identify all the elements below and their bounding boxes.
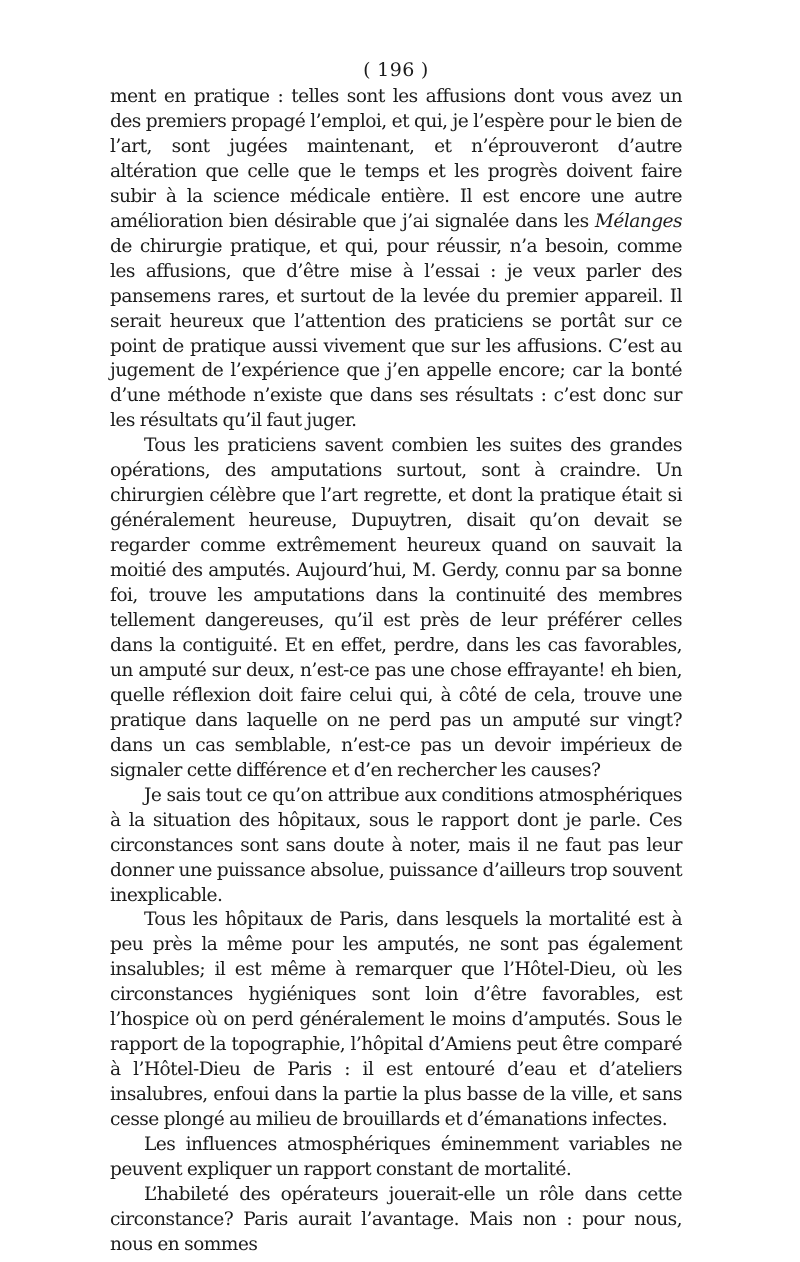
text-run: ment en pratique : telles sont les affusions dont vous avez un des premiers propagé l’emploi, et qui, je l’espère pour le bien de l’art, sont jugées maintenant, et n’éprouveront d’autre altération que celle que le temps et les progrès doivent faire subir à la science médicale entière. Il est encore une autre amélioration bien désirable que j’ai signalée dans les xyxy=(110,86,682,232)
paragraph-2 xyxy=(110,434,682,783)
paragraph-5 xyxy=(110,1133,682,1183)
book-page xyxy=(110,58,682,1258)
text-run: de chirurgie pratique, et qui, pour réussir, n’a besoin, comme les affusions, que d’être mise à l’essai : je veux parler des pansemens rares, et surtout de la levée du premier appareil. Il serait heureux que l’attention des praticiens se portât sur ce point de pratique aussi vivement que sur les affusions. C’est au jugement de l’expérience que j’en appelle encore; car la bonté d’une méthode n’existe que dans ses résultats : c’est donc sur les résultats qu’il faut juger. xyxy=(110,235,682,432)
italic-title-melanges: Mélanges xyxy=(594,210,682,232)
text-run: Tous les praticiens savent combien les suites des grandes opérations, des amputations surtout, sont à craindre. Un chirurgien célèbre que l’art regrette, et dont la pratique était si généralement heureuse, Dupuytren, disait qu’on devait se regarder comme extrêmement heureux quand on sauvait la moitié des amputés. Aujourd’hui, M. Gerdy, connu par sa bonne foi, trouve les amputations dans la continuité des membres tellement dangereuses, qu’il est près de leur préférer celles dans la contiguité. Et en effet, perdre, dans les cas favorables, un amputé sur deux, n’est-ce pas une chose effrayante! eh bien, quelle réflexion doit faire celui qui, à côté de cela, trouve une pratique dans laquelle on ne perd pas un amputé sur vingt? dans un cas semblable, n’est-ce pas un devoir impérieux de signaler cette différence et d’en rechercher les causes? xyxy=(110,435,682,781)
paragraph-3 xyxy=(110,784,682,909)
paragraph-4 xyxy=(110,908,682,1133)
text-run: Je sais tout ce qu’on attribue aux conditions atmosphériques à la situation des hôpitaux, sous le rapport dont je parle. Ces circonstances sont sans doute à noter, mais il ne faut pas leur donner une puissance absolue, puissance d’ailleurs trop souvent inexplicable. xyxy=(110,784,682,906)
paragraph-6 xyxy=(110,1183,682,1258)
text-run: Les influences atmosphériques éminemment variables ne peuvent expliquer un rapport constant de mortalité. xyxy=(110,1134,682,1180)
text-run: Tous les hôpitaux de Paris, dans lesquels la mortalité est à peu près la même pour les amputés, ne sont pas également insalubles; il est même à remarquer que l’Hôtel-Dieu, où les circonstances hygiéniques sont loin d’être favorables, est l’hospice où on perd généralement le moins d’amputés. Sous le rapport de la topographie, l’hôpital d’Amiens peut être comparé à l’Hôtel-Dieu de Paris : il est entouré d’eau et d’ateliers insalubres, enfoui dans la partie la plus basse de la ville, et sans cesse plongé au milieu de brouillards et d’émanations infectes. xyxy=(110,909,682,1131)
paragraph-1 xyxy=(110,85,682,434)
page-number: ( 196 ) xyxy=(363,59,429,81)
text-run: L’habileté des opérateurs jouerait-elle un rôle dans cette circonstance? Paris aurait l’avantage. Mais non : pour nous, nous en sommes xyxy=(110,1183,682,1255)
